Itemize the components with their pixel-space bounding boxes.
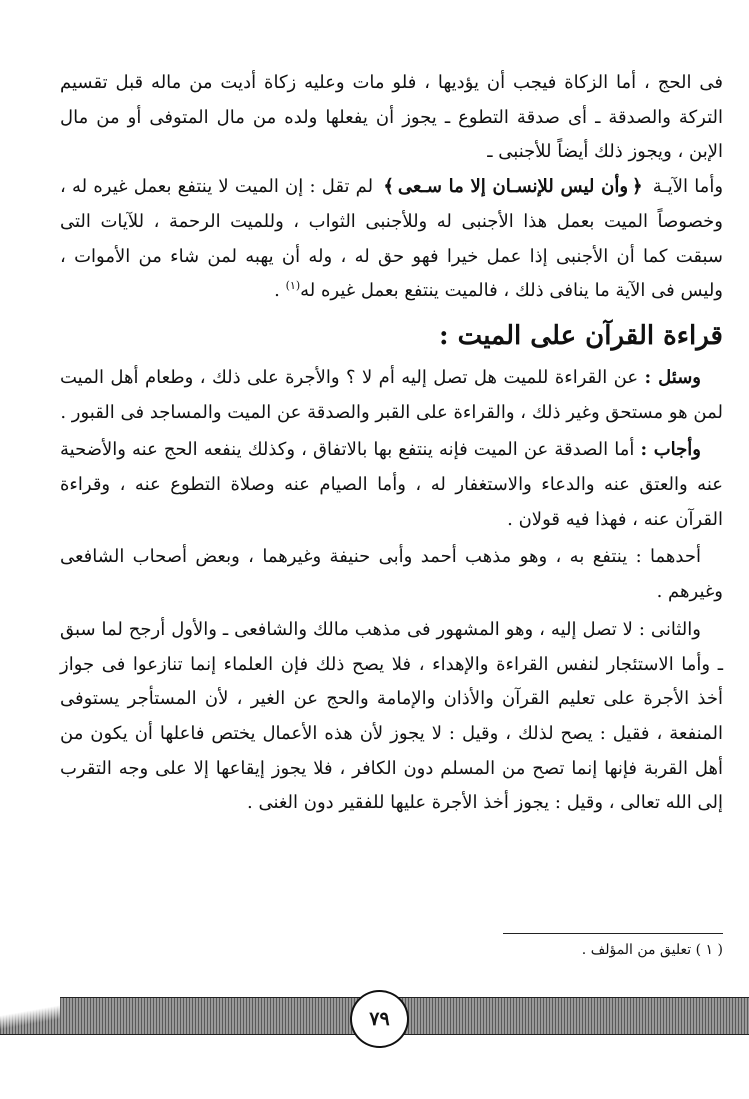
footnote-reference[interactable]: (١) bbox=[285, 279, 301, 293]
ayah-close-bracket: ﴾ bbox=[383, 176, 394, 198]
paragraph-end: . bbox=[274, 280, 286, 302]
answer-paragraph bbox=[60, 433, 723, 537]
answer-label: وأجاب : bbox=[640, 439, 701, 461]
ayah-intro: وأما الآيـة bbox=[652, 176, 724, 198]
footnote: ( ١ ) تعليق من المؤلف . bbox=[581, 942, 723, 958]
paragraph-zakat-charity: فى الحج ، أما الزكاة فيجب أن يؤديها ، فلو مات وعليه زكاة أديت من ماله قبل تقسيم التركة والصدقة ـ أى صدقة التطوع ـ يجوز أن يفعلها ولده من مال المتوفى أو من مال الإبن ، ويجوز ذلك أيضاً للأجنبى ـ bbox=[60, 72, 723, 163]
first-opinion-paragraph: أحدهما : ينتفع به ، وهو مذهب أحمد وأبى حنيفة وغيرهما ، وبعض أصحاب الشافعى وغيرهم . bbox=[60, 546, 723, 603]
question-label: وسئل : bbox=[644, 366, 701, 388]
paragraph-ayah-discussion bbox=[60, 170, 723, 309]
section-heading: قراءة القرآن على الميت : bbox=[439, 320, 723, 351]
footer-band-wedge bbox=[0, 997, 60, 1033]
second-opinion-paragraph: والثانى : لا تصل إليه ، وهو المشهور فى مذهب مالك والشافعى ـ والأول أرجح لما سبق ـ وأما الاستئجار لنفس القراءة والإهداء ، فلا يصح ذلك فإن العلماء إنما تنازعوا فى جواز أخذ الأجرة على تعليم القرآن والأذان والإمامة والحج عن الغير ، لأن المستأجر يستوفى المنفعة ، فقيل : يصح لذلك ، وقيل : لا يجوز لأن هذه الأعمال يختص فاعلها أن يكون من أهل القربة فإنها إنما تصح من المسلم دون الكافر ، فلا يجوز إيقاعها إلا على وجه التقرب إلى الله تعالى ، وقيل : يجوز أخذ الأجرة عليها للفقير دون الغنى . bbox=[60, 618, 723, 814]
body-text bbox=[60, 66, 723, 821]
footnote-divider bbox=[503, 933, 723, 934]
ayah-commentary: لم تقل : إن الميت لا ينتفع بعمل غيره له ، وخصوصاً الميت بعمل هذا الأجنبى له وللأجنبى الثواب ، وللميت الرحمة ، للآيات التى سبقت كما أن الأجنبى إذا عمل خيرا فهو حق له ، وله أن يهبه لمن شاء من الأموات ، وليس فى الآية ما ينافى ذلك ، فالميت ينتفع بعمل غيره له bbox=[60, 176, 723, 302]
quranic-verse: وأن ليس للإنسـان إلا ما سـعى bbox=[397, 176, 629, 198]
ayah-open-bracket: ﴿ bbox=[632, 176, 643, 198]
page-number: ٧٩ bbox=[350, 990, 409, 1048]
answer-text: أما الصدقة عن الميت فإنه ينتفع بها بالاتفاق ، وكذلك ينفعه الحج عنه والأضحية عنه والعتق عنه والدعاء والاستغفار له ، وأما الصيام عنه وصلاة التطوع عنه ، وقراءة القرآن عنه ، فهذا فيه قولان . bbox=[60, 439, 723, 530]
question-paragraph bbox=[60, 361, 723, 430]
question-text: عن القراءة للميت هل تصل إليه أم لا ؟ والأجرة على ذلك ، وطعام أهل الميت لمن هو مستحق وغير ذلك ، والقراءة على القبر والصدقة عن الميت والمساجد فى القبور . bbox=[60, 366, 723, 423]
